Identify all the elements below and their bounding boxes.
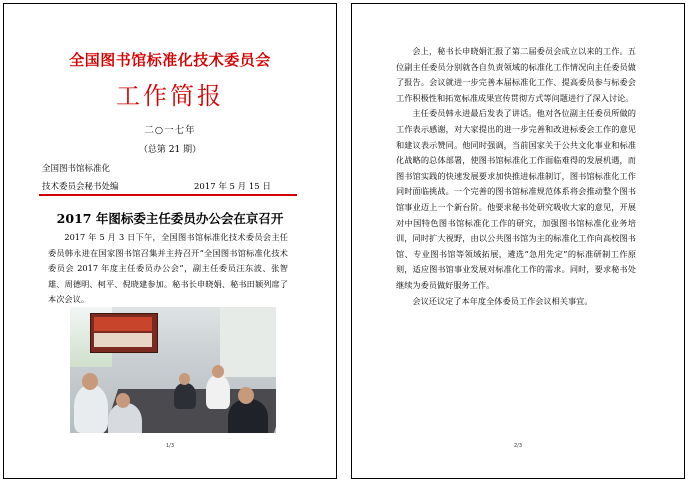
issuer-line-2: 技术委员会秘书处编 [42,182,119,192]
photo-attendee-head [212,365,224,378]
photo-attendee [74,385,108,433]
meeting-photo [70,307,276,433]
issue-date: 2017 年 5 月 15 日 [194,182,271,192]
photo-attendee-head [179,373,190,385]
bulletin-year: 二○一七年 [144,125,196,136]
photo-curtain [220,307,276,377]
paragraph-meeting-report: 会上，秘书长申晓娟汇报了第二届委员会成立以来的工作。五位副主任委员分别就各自负责领域的标准化工作情况向主任委员做了报告。会议就进一步完善本届标准化工作、提高委员参与标委会工作积极性和拓宽标准成果宣传贯彻方式等问题进行了深入讨论。 [396,46,636,103]
paragraph-meeting-conclusion: 会议还议定了本年度全体委员工作会议相关事宜。 [412,295,593,306]
article-title: 2017 年图标委主任委员办公会在京召开 [56,211,284,226]
header-divider [39,194,297,196]
photo-attendee [174,383,196,409]
photo-screen-banner [94,317,152,331]
document-page-2 [351,3,685,479]
page-number: 2/3 [513,443,523,449]
issuer-line-1: 全国图书馆标准化 [42,164,111,174]
page-number: 1/3 [165,443,175,449]
document-page-1 [3,3,337,479]
bulletin-organization: 全国图书馆标准化技术委员会 [69,51,271,69]
bulletin-title: 工作简报 [116,82,224,110]
photo-attendee [228,399,268,433]
photo-attendee-head [116,393,130,408]
photo-screen-content [94,333,152,347]
photo-attendee-head [82,373,98,390]
photo-attendee-head [238,387,254,404]
continued-article-body [396,44,636,309]
article-paragraph: 2017 年 5 月 3 日下午，全国图书馆标准化技术委员会主任委员韩永进在国家图书馆召集并主持召开“全国图书馆标准化技术委员会 2017 年度主任委员办公会”，副主任委员汪东波、张智雄、周德明、柯平、倪晓建参加。秘书长申晓娟、秘书田颖列席了本次会议。 [48,232,288,305]
paragraph-chairman-speech: 主任委员韩永进最后发表了讲话。他对各位副主任委员所做的工作表示感谢，对大家提出的进一步完善和改进标委会工作的意见和建议表示赞同。他同时强调，当前国家关于公共文化事业和标准化战略的总体部署，使图书馆标准化工作面临难得的发展机遇，而图书馆实践的快速发展要求加快推进标准制订，图书馆标准化工作同时面临挑战。一个完善的图书馆标准规范体系将会推动整个图书馆事业迈上一个新台阶。他要求秘书处研究吸收大家的意见，开展对中国特色图书馆标准化工作的研究，加强图书馆标准化业务培训，同时扩大视野，由以公共图书馆为主的标准化工作向高校图书馆、专业图书馆等领域拓展，遴选“急用先定”的标准研制工作原则，适应图书馆事业发展对标准化工作的需求。同时，要求秘书处继续为委员做好服务工作。 [396,108,636,290]
photo-attendee [206,375,230,409]
bulletin-issue-number: （总第 21 期） [138,145,202,155]
